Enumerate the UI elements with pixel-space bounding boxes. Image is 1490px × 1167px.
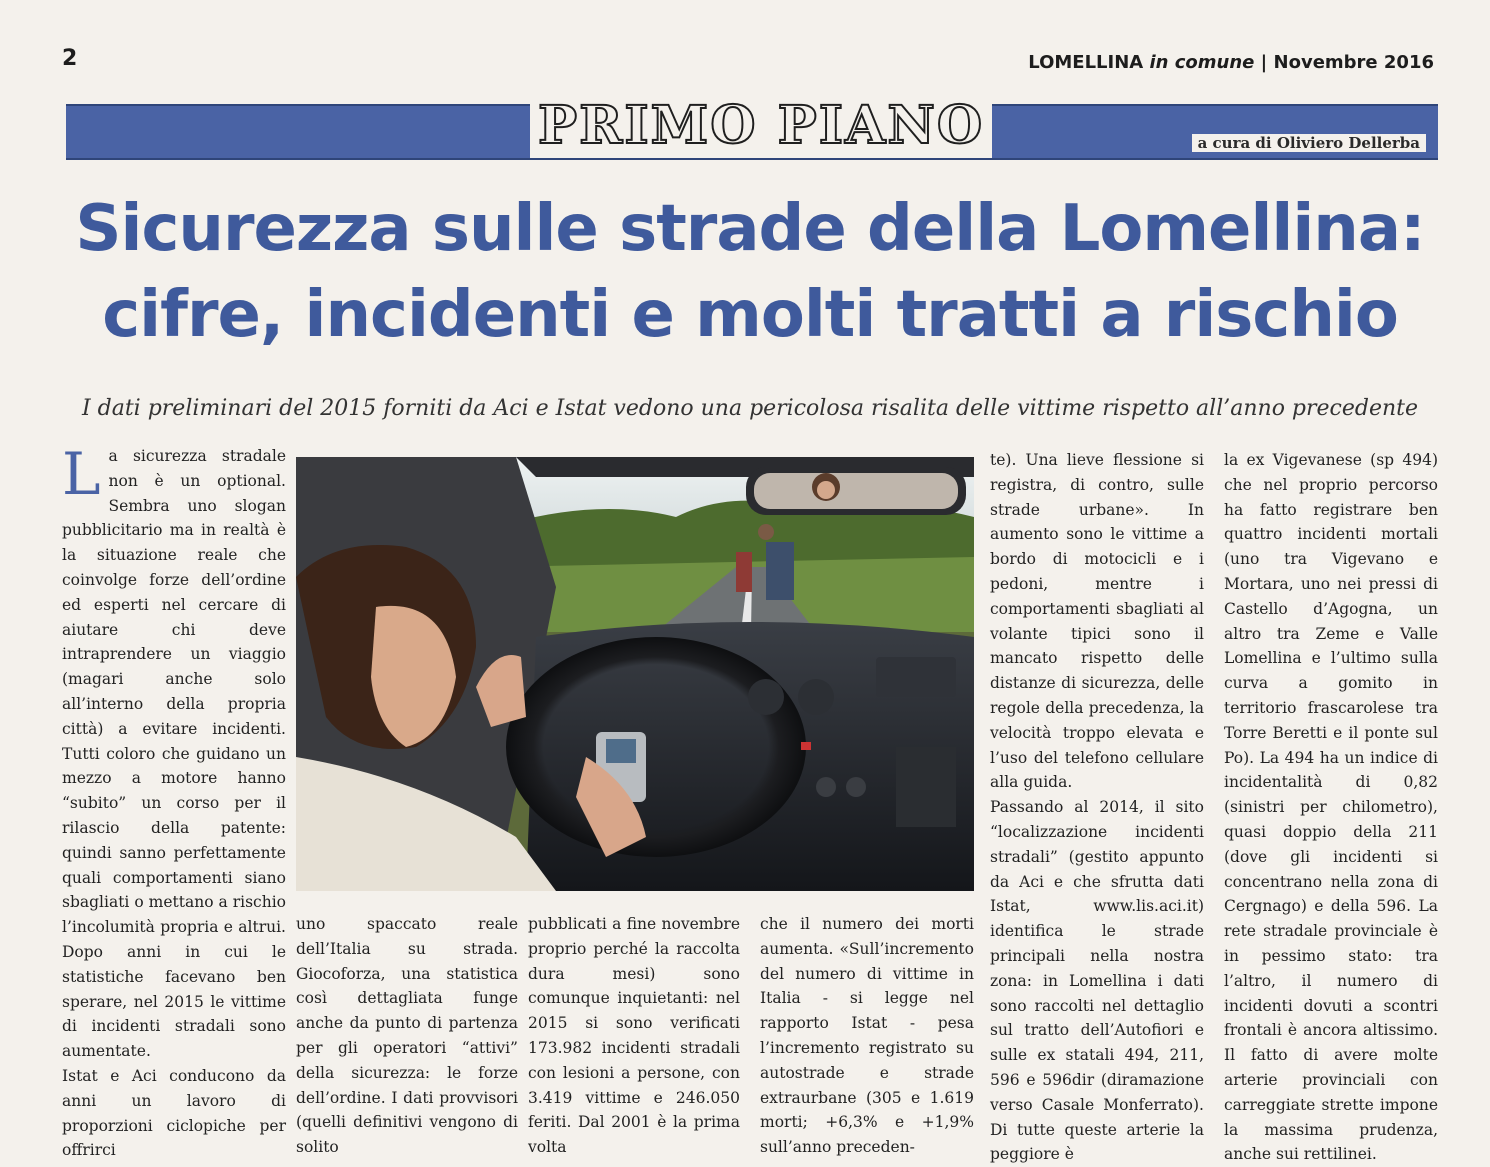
dropcap: L bbox=[62, 440, 101, 508]
byline: a cura di Oliviero Dellerba bbox=[1192, 134, 1426, 152]
column-1-paragraph-1: a sicurezza stradale non è un optional. Sembra uno slogan pubblicitario ma in realtà è la situazione reale che coinvolge forze dell’ordine ed esperti nel cercare di aiutare chi deve intraprendere un viaggio (magari anche solo all’interno della propria città) a evitare incidenti. Tutti coloro che guidano un mezzo a motore hanno “subito” un corso per il rilascio della patente: quindi sanno perfettamente quali comportamenti siano sbagliati o mettano a rischio l’incolumità propria e altrui. Dopo anni in cui le statistiche facevano ben sperare, nel 2015 le vittime di incidenti stradali sono aumentate. bbox=[62, 447, 286, 1061]
article-column-3 bbox=[528, 912, 740, 1160]
subheadline: I dati preliminari del 2015 forniti da Aci e Istat vedono una pericolosa risalita delle vittime rispetto all’anno precedente bbox=[81, 396, 1419, 421]
column-3-text: pubblicati a fine novembre proprio perché la raccolta dura mesi) sono comunque inquietanti: nel 2015 si sono verificati 173.982 incidenti stradali con lesioni a persone, con 3.419 vittime e 246.050 feriti. Dal 2001 è la prima volta bbox=[528, 915, 740, 1157]
header-separator: | bbox=[1260, 52, 1268, 73]
headline bbox=[60, 186, 1440, 358]
headline-line-2: cifre, incidenti e molti tratti a rischio bbox=[102, 278, 1398, 352]
article-photo bbox=[296, 457, 974, 891]
publication-header bbox=[1028, 52, 1434, 73]
issue-date: Novembre 2016 bbox=[1273, 52, 1434, 73]
page-number: 2 bbox=[62, 46, 78, 71]
column-2-text: uno spaccato reale dell’Italia su strada. Giocoforza, una statistica così dettagliata funge anche da punto di partenza per gli operatori “attivi” della sicurezza: le forze dell’ordine. I dati provvisori (quelli definitivi vengono di solito bbox=[296, 915, 518, 1157]
photo-driver-texting bbox=[296, 457, 974, 891]
column-5-paragraph-2: Passando al 2014, il sito “localizzazione incidenti stradali” (gestito appunto da Aci e che sfrutta dati Istat, www.lis.aci.it) identifica le strade principali nella nostra zona: in Lomellina i dati sono raccolti nel dettaglio sul tratto dell’Autofiori e sulle ex statali 494, 211, 596 e 596dir (diramazione verso Casale Monferrato). Di tutte queste arterie la peggiore è bbox=[990, 798, 1204, 1164]
headline-line-1: Sicurezza sulle strade della Lomellina: bbox=[75, 192, 1425, 266]
article-column-4 bbox=[760, 912, 974, 1160]
publication-subtitle: in comune bbox=[1149, 52, 1255, 73]
article-column-1 bbox=[62, 440, 286, 1163]
column-6-text: la ex Vigevanese (sp 494) che nel proprio percorso ha fatto registrare ben quattro incidenti mortali (uno tra Vigevano e Mortara, uno nei pressi di Castello d’Agogna, un altro tra Zeme e Valle Lomellina e l’ultimo sulla curva a gomito in territorio frascarolese tra Torre Beretti e il ponte sul Po). La 494 ha un indice di incidentalità di 0,82 (sinistri per chilometro), quasi doppio della 211 (dove gli incidenti si concentrano nella zona di Cergnago) e della 596. La rete stradale provinciale è in pessimo stato: tra l’altro, il numero di incidenti dovuti a scontri frontali è ancora altissimo. Il fatto di avere molte arterie provinciali con carreggiate strette impone la massima prudenza, anche sui rettilinei. bbox=[1224, 451, 1438, 1164]
article-column-5 bbox=[990, 448, 1204, 1167]
section-title: PRIMO PIANO bbox=[530, 94, 992, 158]
publication-name: LOMELLINA bbox=[1028, 52, 1144, 73]
column-1-paragraph-2: Istat e Aci conducono da anni un lavoro di proporzioni ciclopiche per offrirci bbox=[62, 1066, 286, 1160]
column-4-text: che il numero dei morti aumenta. «Sull’incremento del numero di vittime in Italia - si legge nel rapporto Istat - pesa l’incremento registrato su autostrade e strade extraurbane (305 e 1.619 morti; +6,3% e +1,9% sull’anno preceden- bbox=[760, 915, 974, 1157]
article-column-2 bbox=[296, 912, 518, 1160]
article-column-6 bbox=[1224, 448, 1438, 1167]
column-5-paragraph-1: te). Una lieve flessione si registra, di contro, sulle strade urbane». In aumento sono le vittime a bordo di motocicli e i pedoni, mentre i comportamenti sbagliati al volante tipici sono il mancato rispetto delle distanze di sicurezza, delle regole della precedenza, la velocità troppo elevata e l’uso del telefono cellulare alla guida. bbox=[990, 451, 1204, 792]
